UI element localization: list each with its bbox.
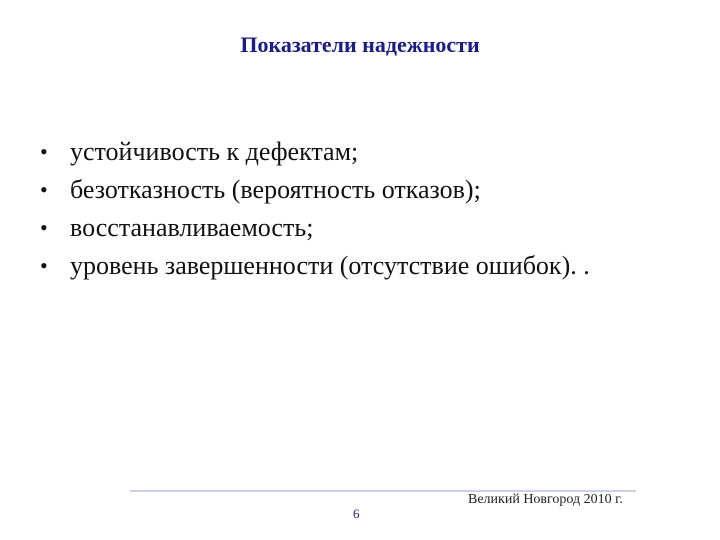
bullet-list: [40, 133, 720, 285]
bullet-item: [40, 171, 720, 209]
bullet-item: [40, 247, 720, 285]
bullet-item: [40, 133, 720, 171]
bullet-text: восстанавливаемость;: [70, 213, 314, 242]
slide-title: Показатели надежности: [240, 32, 480, 57]
bullet-text: безотказность (вероятность отказов);: [70, 175, 481, 204]
bullet-icon: •: [40, 139, 48, 164]
bullet-text: уровень завершенности (отсутствие ошибок). .: [70, 251, 590, 280]
bullet-icon: •: [40, 177, 48, 202]
bullet-text: устойчивость к дефектам;: [70, 137, 359, 166]
page-number: 6: [353, 506, 360, 521]
bullet-item: [40, 209, 720, 247]
bullet-icon: •: [40, 253, 48, 278]
bullet-icon: •: [40, 215, 48, 240]
footer-location-year: Великий Новгород 2010 г.: [468, 492, 623, 507]
